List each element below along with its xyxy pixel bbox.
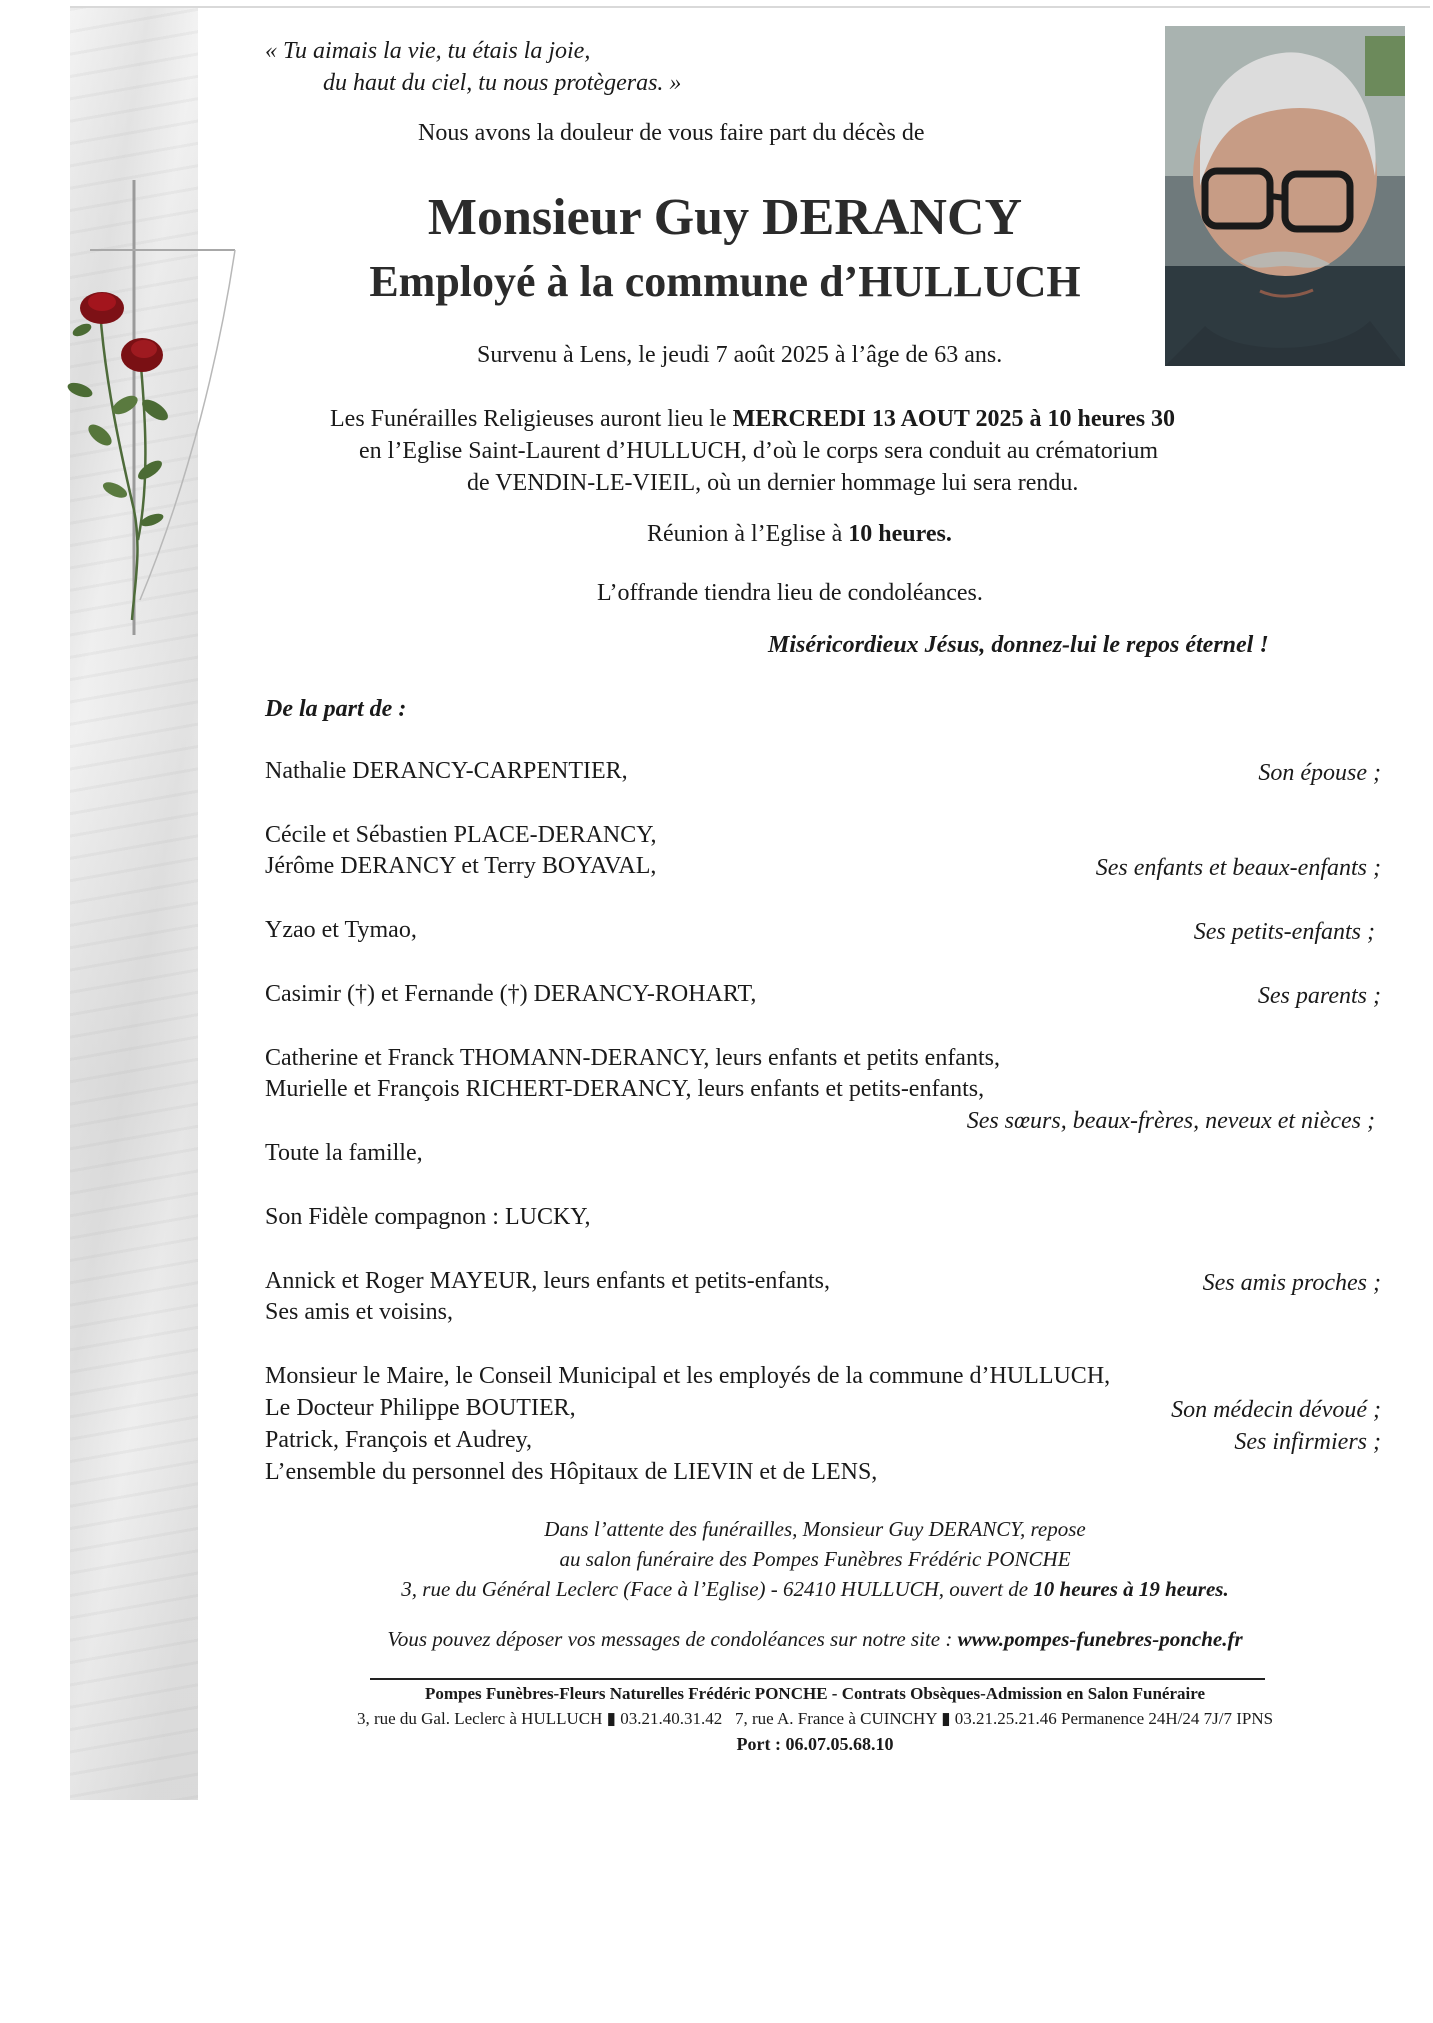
children-line-1: Cécile et Sébastien PLACE-DERANCY, — [265, 822, 657, 848]
quote-line-2: du haut du ciel, tu nous protègeras. » — [323, 70, 682, 96]
wife-name: Nathalie DERANCY-CARPENTIER, — [265, 758, 628, 784]
from-label: De la part de : — [265, 696, 407, 722]
footer-address-2: 7, rue A. France à CUINCHY — [735, 1709, 937, 1728]
meeting-text — [647, 521, 952, 548]
funeral-line-1 — [330, 406, 1175, 433]
companion-text: Son Fidèle compagnon : LUCKY, — [265, 1204, 591, 1230]
doctor-name: Le Docteur Philippe BOUTIER, — [265, 1395, 576, 1421]
rest-line-3-prefix: 3, rue du Général Leclerc (Face à l’Eglise) - 62410 HULLUCH, ouvert de — [401, 1577, 1034, 1601]
phone-icon-1: ▮ — [606, 1709, 617, 1728]
funeral-line-2: en l’Eglise Saint-Laurent d’HULLUCH, d’où le corps sera conduit au crématorium — [359, 438, 1159, 464]
doctor-role: Son médecin dévoué ; — [1171, 1397, 1381, 1423]
cross-with-roses-illustration — [60, 180, 240, 640]
rest-line-2: au salon funéraire des Pompes Funèbres Frédéric PONCHE — [559, 1547, 1071, 1571]
footer-rule — [370, 1678, 1265, 1680]
footer-address-1: 3, rue du Gal. Leclerc à HULLUCH — [356, 1709, 603, 1728]
phone-icon-2: ▮ — [941, 1709, 951, 1728]
siblings-role: Ses sœurs, beaux-frères, neveux et nièces ; — [966, 1108, 1375, 1134]
meeting-prefix: Réunion à l’Eglise à — [647, 521, 849, 547]
footer-phone-2: 03.21.25.21.46 Permanence 24H/24 7J/7 IPNS — [954, 1709, 1274, 1728]
nurses-role: Ses infirmiers ; — [1234, 1429, 1381, 1455]
funeral-date-time: MERCREDI 13 AOUT 2025 à 10 heures 30 — [732, 406, 1176, 432]
announcement-text: Nous avons la douleur de vous faire part du décès de — [418, 120, 925, 146]
prayer-text: Miséricordieux Jésus, donnez-lui le repos éternel ! — [768, 632, 1269, 658]
death-info: Survenu à Lens, le jeudi 7 août 2025 à l’âge de 63 ans. — [477, 342, 1003, 368]
footer-addresses — [250, 1709, 1380, 1729]
parents-names: Casimir (†) et Fernande (†) DERANCY-ROHART, — [265, 981, 757, 1007]
siblings-line-1: Catherine et Franck THOMANN-DERANCY, leurs enfants et petits enfants, — [265, 1045, 1000, 1071]
mayor-text: Monsieur le Maire, le Conseil Municipal et les employés de la commune d’HULLUCH, — [265, 1363, 1111, 1389]
condolences-website-link[interactable]: www.pompes-funebres-ponche.fr — [957, 1627, 1243, 1651]
wife-role: Son épouse ; — [1258, 760, 1381, 786]
children-line-2: Jérôme DERANCY et Terry BOYAVAL, — [265, 853, 657, 879]
footer-title: Pompes Funèbres-Fleurs Naturelles Frédéric PONCHE - Contrats Obsèques-Admission en Salon Funéraire — [424, 1684, 1206, 1703]
funeral-line-1-prefix: Les Funérailles Religieuses auront lieu le — [330, 406, 733, 432]
rest-hours: 10 heures à 19 heures. — [1033, 1577, 1229, 1601]
friends-line-1: Annick et Roger MAYEUR, leurs enfants et petits-enfants, — [265, 1268, 830, 1294]
rest-line-3 — [250, 1577, 1380, 1602]
whole-family: Toute la famille, — [265, 1140, 423, 1166]
rest-line-1: Dans l’attente des funérailles, Monsieur Guy DERANCY, repose — [544, 1517, 1086, 1541]
portrait-photo — [1165, 26, 1405, 366]
friends-line-2: Ses amis et voisins, — [265, 1299, 454, 1325]
grandchildren-role: Ses petits-enfants ; — [1193, 919, 1375, 945]
children-role: Ses enfants et beaux-enfants ; — [1095, 855, 1381, 881]
footer-mobile: Port : 06.07.05.68.10 — [736, 1734, 894, 1754]
condolences-prefix: Vous pouvez déposer vos messages de condoléances sur notre site : — [387, 1627, 958, 1651]
condolences-text — [250, 1627, 1380, 1652]
nurses-names: Patrick, François et Audrey, — [265, 1427, 533, 1453]
top-border-line — [70, 6, 1430, 8]
hospital-staff: L’ensemble du personnel des Hôpitaux de LIEVIN et de LENS, — [265, 1459, 878, 1485]
deceased-role: Employé à la commune d’HULLUCH — [369, 257, 1081, 306]
parents-role: Ses parents ; — [1257, 983, 1381, 1009]
footer-phone-1: 03.21.40.31.42 — [620, 1709, 723, 1728]
friends-role: Ses amis proches ; — [1202, 1270, 1381, 1296]
siblings-line-2: Murielle et François RICHERT-DERANCY, leurs enfants et petits-enfants, — [265, 1076, 985, 1102]
grandchildren-names: Yzao et Tymao, — [265, 917, 417, 943]
meeting-time: 10 heures. — [848, 521, 952, 547]
offering-text: L’offrande tiendra lieu de condoléances. — [597, 580, 983, 606]
funeral-line-3: de VENDIN-LE-VIEIL, où un dernier hommage lui sera rendu. — [467, 470, 1079, 496]
deceased-name: Monsieur Guy DERANCY — [427, 189, 1023, 246]
quote-line-1: « Tu aimais la vie, tu étais la joie, — [265, 38, 591, 64]
